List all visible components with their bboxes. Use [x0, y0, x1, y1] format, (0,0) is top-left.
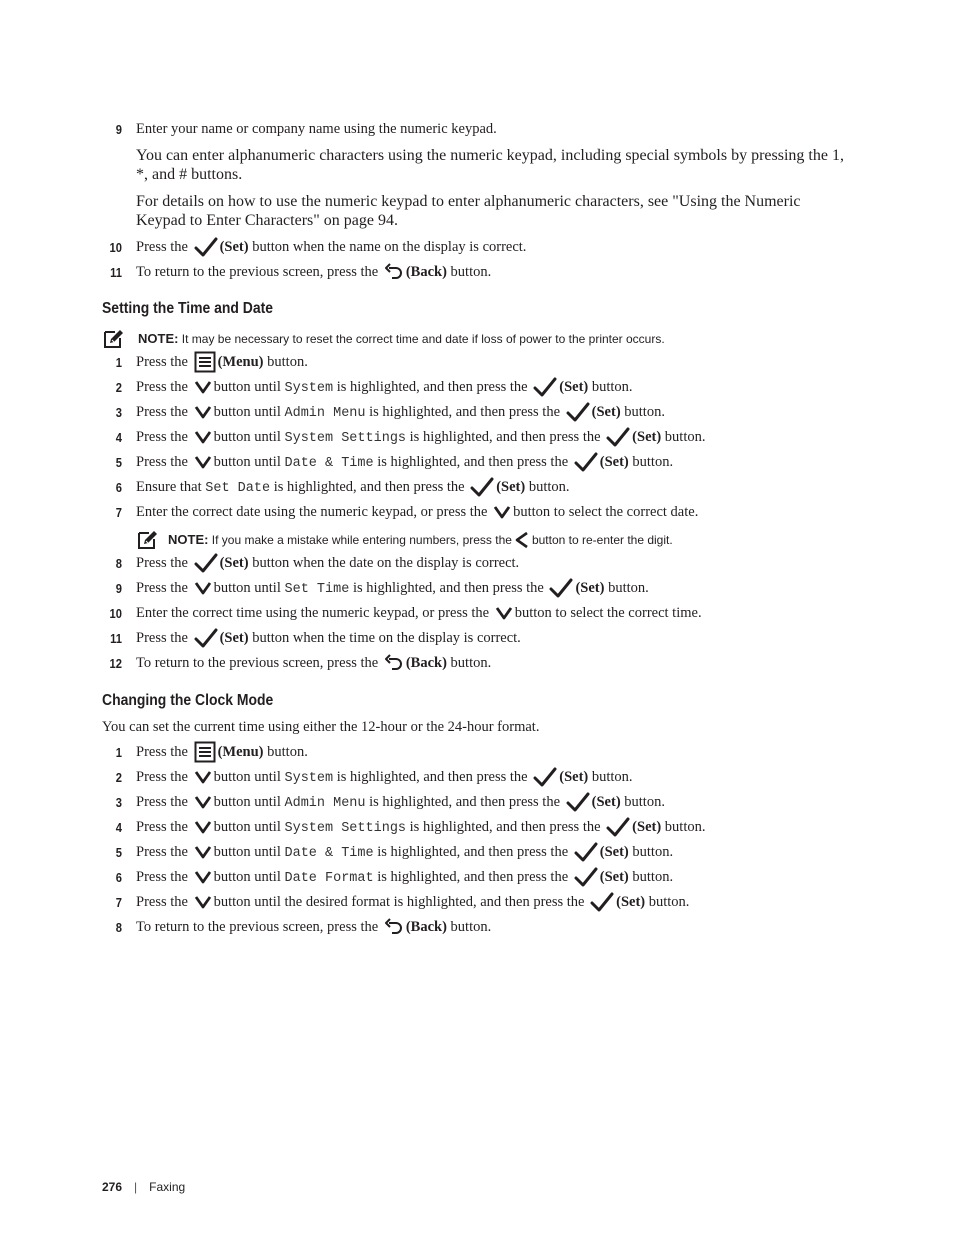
- text-fragment: button.: [664, 429, 706, 445]
- step-number: 5: [115, 845, 122, 860]
- set-label: (Set): [496, 479, 526, 495]
- text-fragment: button.: [450, 655, 492, 671]
- chevron-down-icon: [194, 404, 212, 420]
- step-paragraph: For details on how to use the numeric keypad to enter alphanumeric characters, see "Using the Numeric Keypad to Enter Characters" on page 94.: [136, 193, 801, 229]
- menu-icon: [194, 741, 216, 763]
- chevron-down-icon: [194, 769, 212, 785]
- text-fragment: is highlighted, and then press the: [336, 379, 532, 395]
- step-text: [136, 475, 570, 501]
- section-heading: Changing the Clock Mode: [102, 692, 274, 709]
- text-fragment: Enter the correct date using the numeric keypad, or press the: [136, 504, 492, 520]
- text-fragment: button until: [213, 580, 281, 596]
- text-fragment: button until: [213, 769, 281, 785]
- intro-row: [0, 715, 954, 740]
- chevron-down-icon: [194, 819, 212, 835]
- text-fragment: button.: [591, 769, 633, 785]
- menu-item-code: Admin Menu: [284, 406, 366, 421]
- text-fragment: is highlighted, and then press the: [369, 794, 564, 810]
- checkmark-icon: [566, 401, 590, 423]
- step-row: [0, 626, 954, 651]
- step-row: [0, 576, 954, 601]
- step-text: [136, 865, 673, 891]
- menu-item-code: System: [284, 381, 334, 396]
- note-text: It may be necessary to reset the correct time and date if loss of power to the printer occurs.: [181, 332, 665, 346]
- text-fragment: Press the: [136, 354, 192, 370]
- set-label: (Set): [591, 404, 621, 420]
- step-row: [0, 500, 954, 525]
- step-number: 2: [115, 380, 122, 395]
- text-fragment: is highlighted, and then press the: [273, 479, 469, 495]
- step-text: [136, 576, 649, 602]
- text-fragment: Press the: [136, 454, 192, 470]
- back-arrow-icon: [384, 917, 404, 937]
- set-label: (Set): [219, 630, 249, 646]
- step-row: [0, 375, 954, 400]
- set-label: (Set): [599, 869, 629, 885]
- step-number: 12: [109, 656, 122, 671]
- chevron-down-icon: [194, 844, 212, 860]
- text-fragment: button until: [213, 454, 281, 470]
- step-paragraph: You can enter alphanumeric characters using the numeric keypad, including special symbols by pressing the 1, *, and # buttons.: [136, 147, 844, 183]
- text-fragment: button to select the correct time.: [514, 605, 702, 621]
- text-fragment: button until: [213, 404, 281, 420]
- text-fragment: To return to the previous screen, press the: [136, 264, 382, 280]
- step-row: [0, 651, 954, 676]
- chevron-down-icon: [194, 580, 212, 596]
- step-number: 7: [115, 505, 122, 520]
- section-intro: You can set the current time using either the 12-hour or the 24-hour format.: [102, 719, 540, 735]
- back-arrow-icon: [384, 653, 404, 673]
- back-label: (Back): [405, 655, 447, 671]
- step-row: [0, 815, 954, 840]
- chevron-down-icon: [194, 429, 212, 445]
- step-number: 8: [115, 556, 122, 571]
- text-fragment: Press the: [136, 630, 192, 646]
- step-row: [0, 765, 954, 790]
- text-fragment: button.: [664, 819, 706, 835]
- set-label: (Set): [599, 454, 629, 470]
- checkmark-icon: [194, 236, 218, 258]
- text-fragment: Press the: [136, 429, 192, 445]
- checkmark-icon: [566, 791, 590, 813]
- step-text: [136, 651, 491, 676]
- step-text: [136, 740, 308, 765]
- step-row: [0, 450, 954, 475]
- step-number: 3: [115, 795, 122, 810]
- text-fragment: button until the desired format is highlighted, and then press the: [213, 894, 589, 910]
- step-row: [0, 601, 954, 626]
- step-number: 2: [115, 770, 122, 785]
- chevron-down-icon: [194, 869, 212, 885]
- menu-label: (Menu): [217, 744, 264, 760]
- step-number: 3: [115, 405, 122, 420]
- checkmark-icon: [549, 577, 573, 599]
- text-fragment: button until: [213, 819, 281, 835]
- text-fragment: is highlighted, and then press the: [409, 429, 605, 445]
- text-fragment: button.: [528, 479, 570, 495]
- set-label: (Set): [616, 894, 646, 910]
- step-number: 4: [115, 430, 122, 445]
- text-fragment: Press the: [136, 869, 192, 885]
- step-number: 5: [115, 455, 122, 470]
- checkmark-icon: [194, 552, 218, 574]
- step-number: 9: [115, 122, 122, 137]
- step-text: [136, 840, 673, 866]
- set-label: (Set): [575, 580, 605, 596]
- step-row: [0, 890, 954, 915]
- step-number: 10: [109, 606, 122, 621]
- text-fragment: is highlighted, and then press the: [369, 404, 564, 420]
- step-number: 6: [115, 870, 122, 885]
- checkmark-icon: [606, 816, 630, 838]
- text-fragment: Press the: [136, 379, 192, 395]
- menu-item-code: Date & Time: [284, 456, 374, 471]
- step-number: 1: [115, 745, 122, 760]
- text-fragment: button.: [624, 794, 665, 810]
- text-fragment: To return to the previous screen, press the: [136, 919, 382, 935]
- text-fragment: Press the: [136, 894, 192, 910]
- set-label: (Set): [219, 239, 249, 255]
- text-fragment: Press the: [136, 744, 192, 760]
- step-text: [136, 260, 491, 285]
- back-arrow-icon: [384, 262, 404, 282]
- step-text: [136, 450, 673, 476]
- note: [168, 529, 673, 551]
- step-text: [136, 400, 665, 426]
- text-fragment: Press the: [136, 769, 192, 785]
- step-number: 11: [110, 631, 122, 646]
- menu-item-code: System: [284, 771, 334, 786]
- step-text: [136, 890, 689, 915]
- text-fragment: button.: [591, 379, 633, 395]
- menu-icon: [194, 351, 216, 373]
- text-fragment: is highlighted, and then press the: [377, 844, 572, 860]
- note-pencil-icon: [136, 530, 158, 554]
- text-fragment: button.: [632, 844, 674, 860]
- checkmark-icon: [470, 476, 494, 498]
- step-text: [136, 551, 519, 576]
- note-text: If you make a mistake while entering numbers, press the: [211, 533, 512, 547]
- step-row: [0, 400, 954, 425]
- text-fragment: button until: [213, 429, 281, 445]
- step-row: [0, 840, 954, 865]
- menu-item-code: Admin Menu: [284, 796, 366, 811]
- note-label: NOTE:: [138, 331, 179, 346]
- step-number: 8: [115, 920, 122, 935]
- step-text: [136, 350, 308, 375]
- checkmark-icon: [590, 891, 614, 913]
- text-fragment: Press the: [136, 404, 192, 420]
- chevron-down-icon: [194, 894, 212, 910]
- step-text: [136, 235, 526, 260]
- step-text: [136, 375, 633, 401]
- step-row: [0, 865, 954, 890]
- step-number: 1: [115, 355, 122, 370]
- chevron-down-icon: [493, 504, 511, 520]
- text-fragment: button to select the correct date.: [513, 504, 699, 520]
- set-label: (Set): [632, 819, 662, 835]
- text-fragment: button.: [632, 869, 674, 885]
- note-label: NOTE:: [168, 532, 209, 547]
- note: [138, 328, 665, 350]
- step-text: [136, 915, 491, 940]
- text-fragment: button until: [213, 794, 281, 810]
- text-fragment: button.: [267, 354, 308, 370]
- set-label: (Set): [599, 844, 629, 860]
- step-text: [136, 815, 705, 841]
- step-number: 11: [110, 265, 122, 280]
- step-row: [0, 350, 954, 375]
- menu-item-code: System Settings: [284, 431, 407, 446]
- step-row: [0, 551, 954, 576]
- chevron-down-icon: [194, 454, 212, 470]
- text-fragment: button.: [624, 404, 665, 420]
- checkmark-icon: [606, 426, 630, 448]
- text-fragment: is highlighted, and then press the: [377, 454, 572, 470]
- step-number: 10: [109, 240, 122, 255]
- back-label: (Back): [405, 919, 447, 935]
- menu-item-code: Date & Time: [284, 846, 374, 861]
- text-fragment: is highlighted, and then press the: [352, 580, 548, 596]
- text-fragment: button when the name on the display is correct.: [252, 239, 527, 255]
- checkmark-icon: [574, 451, 598, 473]
- step-number: 6: [115, 480, 122, 495]
- step-number: 7: [115, 895, 122, 910]
- chevron-down-icon: [495, 605, 513, 621]
- text-fragment: is highlighted, and then press the: [377, 869, 572, 885]
- step-text: [136, 790, 665, 816]
- chevron-down-icon: [194, 794, 212, 810]
- menu-item-code: System Settings: [284, 821, 407, 836]
- step-row: [0, 475, 954, 500]
- text-fragment: is highlighted, and then press the: [409, 819, 605, 835]
- checkmark-icon: [533, 766, 557, 788]
- text-fragment: Ensure that: [136, 479, 202, 495]
- chapter-name: Faxing: [149, 1180, 186, 1194]
- back-label: (Back): [405, 264, 447, 280]
- checkmark-icon: [533, 376, 557, 398]
- text-fragment: button.: [608, 580, 649, 596]
- checkmark-icon: [574, 841, 598, 863]
- footer-separator: |: [134, 1180, 138, 1194]
- step-row: [0, 235, 954, 260]
- text-fragment: is highlighted, and then press the: [336, 769, 532, 785]
- step-number: 4: [115, 820, 122, 835]
- text-fragment: button.: [267, 744, 308, 760]
- checkmark-icon: [194, 627, 218, 649]
- text-fragment: Press the: [136, 844, 192, 860]
- text-fragment: Press the: [136, 819, 192, 835]
- section-heading: Setting the Time and Date: [102, 300, 274, 317]
- text-fragment: button.: [450, 264, 492, 280]
- step-text: [136, 626, 521, 651]
- step-row: [0, 425, 954, 450]
- set-label: (Set): [219, 555, 249, 571]
- menu-item-code: Set Date: [205, 481, 271, 496]
- text-fragment: To return to the previous screen, press the: [136, 655, 382, 671]
- note-text: button to re-enter the digit.: [531, 533, 673, 547]
- menu-item-code: Date Format: [284, 871, 374, 886]
- menu-item-code: Set Time: [284, 582, 350, 597]
- step-row: [0, 790, 954, 815]
- text-fragment: Press the: [136, 794, 192, 810]
- text-fragment: button when the time on the display is correct.: [252, 630, 521, 646]
- step-row: [0, 260, 954, 285]
- text-fragment: button until: [213, 869, 281, 885]
- step-text: [136, 765, 633, 791]
- step-row: [0, 117, 954, 142]
- chevron-down-icon: [194, 379, 212, 395]
- step-text: [136, 601, 702, 626]
- chevron-left-icon: [514, 531, 530, 549]
- text-fragment: Press the: [136, 580, 192, 596]
- page-number: 276: [102, 1180, 123, 1194]
- step-text: Enter your name or company name using the numeric keypad.: [136, 121, 497, 137]
- step-text: [136, 500, 698, 525]
- page-footer: [102, 1180, 185, 1194]
- step-row: [0, 740, 954, 765]
- checkmark-icon: [574, 866, 598, 888]
- text-fragment: button.: [632, 454, 674, 470]
- text-fragment: button until: [213, 379, 281, 395]
- set-label: (Set): [632, 429, 662, 445]
- text-fragment: button.: [648, 894, 690, 910]
- text-fragment: button.: [450, 919, 492, 935]
- step-number: 9: [115, 581, 122, 596]
- set-label: (Set): [591, 794, 621, 810]
- text-fragment: button when the date on the display is correct.: [252, 555, 520, 571]
- text-fragment: button until: [213, 844, 281, 860]
- step-row: [0, 915, 954, 940]
- step-text: [136, 425, 705, 451]
- set-label: (Set): [559, 379, 589, 395]
- text-fragment: Enter the correct time using the numeric keypad, or press the: [136, 605, 493, 621]
- text-fragment: Press the: [136, 555, 192, 571]
- menu-label: (Menu): [217, 354, 264, 370]
- text-fragment: Press the: [136, 239, 192, 255]
- set-label: (Set): [559, 769, 589, 785]
